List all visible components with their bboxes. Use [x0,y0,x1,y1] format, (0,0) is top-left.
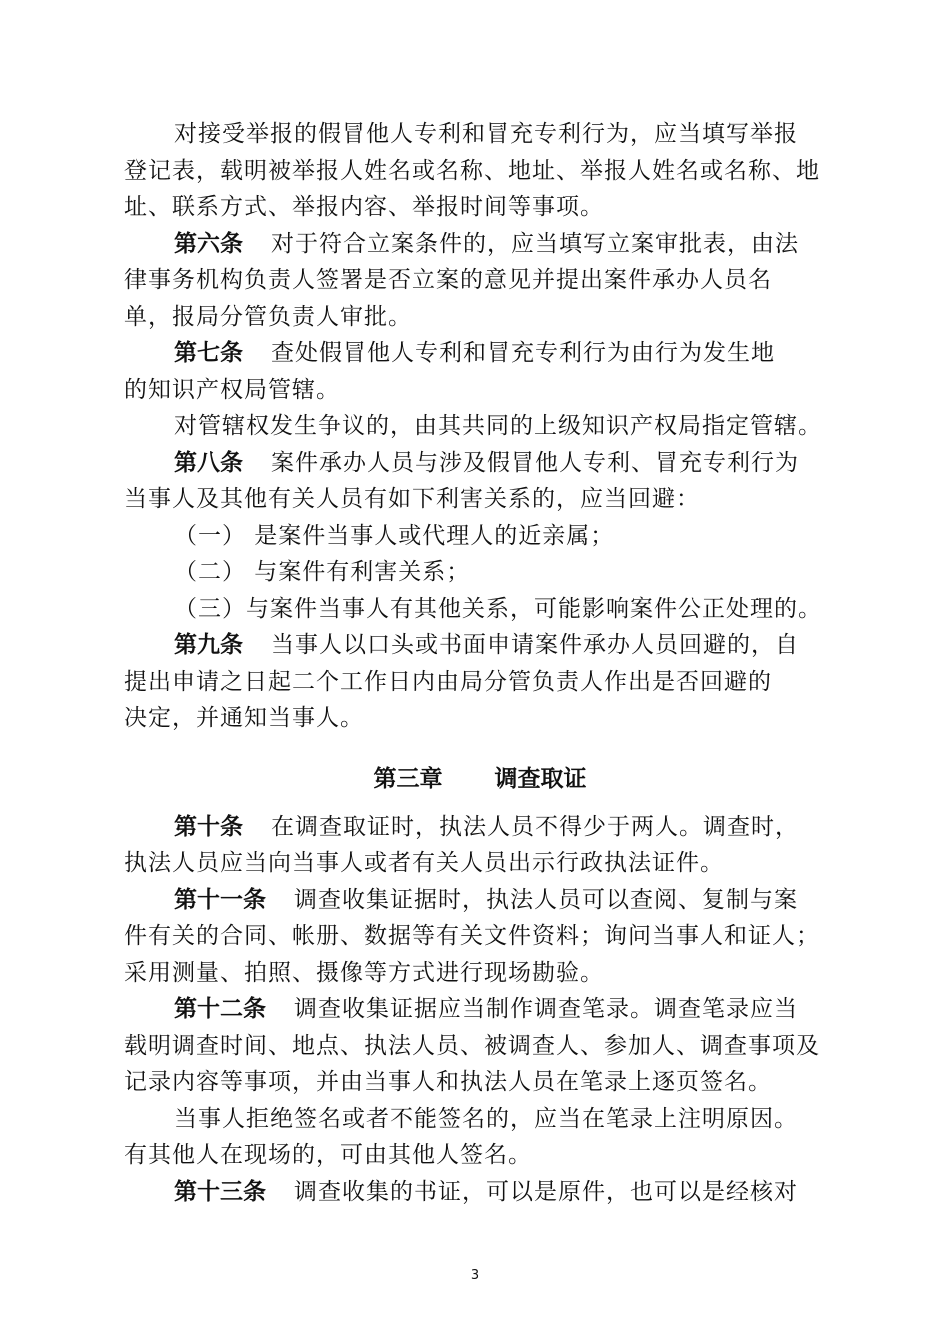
paragraph-line: 的知识产权局管辖。 [124,376,340,403]
article-label: 第九条 [174,632,243,658]
article-7 [124,335,836,372]
article-label: 第六条 [174,230,243,257]
article-label: 第十条 [174,813,243,840]
article-text: 对于符合立案条件的，应当填写立案审批表，由法 [271,230,799,257]
article-text: 调查收集的书证，可以是原件，也可以是经核对 [294,1178,798,1205]
list-item: （一） 是案件当事人或代理人的近亲属； [174,522,615,549]
paragraph-line: 件有关的合同、帐册、数据等有关文件资料；询问当事人和证人； [124,923,820,949]
paragraph-line: 当事人拒绝签名或者不能签名的，应当在笔录上注明原因。 [174,1105,798,1132]
article-label: 第七条 [174,340,243,366]
article-label: 第十二条 [174,996,266,1022]
page-number: 3 [470,1268,480,1283]
paragraph-line: 对接受举报的假冒他人专利和冒充专利行为，应当填写举报 [174,121,798,147]
article-6 [124,226,836,263]
paragraph-line: 执法人员应当向当事人或者有关人员出示行政执法证件。 [124,850,724,876]
article-text: 当事人以口头或书面申请案件承办人员回避的，自 [271,632,799,658]
article-8 [124,445,836,482]
article-9 [124,627,836,664]
paragraph-line: 载明调查时间、地点、执法人员、被调查人、参加人、调查事项及 [124,1032,820,1059]
article-text: 案件承办人员与涉及假冒他人专利、冒充专利行为 [271,449,799,476]
article-text: 在调查取证时，执法人员不得少于两人。调查时， [271,813,799,840]
paragraph-line: 提出申请之日起二个工作日内由局分管负责人作出是否回避的 [124,668,772,695]
document-body [124,116,836,1210]
article-label: 第八条 [174,449,243,476]
article-text: 调查收集证据时，执法人员可以查阅、复制与案 [294,886,798,913]
article-11 [124,882,836,919]
paragraph-line: 登记表，载明被举报人姓名或名称、地址、举报人姓名或名称、地 [124,157,820,184]
paragraph-line: 对管辖权发生争议的，由其共同的上级知识产权局指定管辖。 [174,413,822,439]
list-item: （二） 与案件有利害关系； [174,559,471,585]
article-label: 第十三条 [174,1178,266,1205]
chapter-number: 第三章 [373,765,443,792]
paragraph-line: 当事人及其他有关人员有如下利害关系的，应当回避： [124,486,700,512]
paragraph-line: 有其他人在现场的，可由其他人签名。 [124,1142,532,1168]
list-item: （三）与案件当事人有其他关系，可能影响案件公正处理的。 [174,595,822,622]
article-12 [124,991,836,1028]
article-13 [124,1174,836,1211]
article-10 [124,809,836,846]
paragraph-line: 采用测量、拍照、摄像等方式进行现场勘验。 [124,959,604,986]
article-text: 调查收集证据应当制作调查笔录。调查笔录应当 [294,996,798,1022]
chapter-title: 调查取证 [494,765,587,792]
paragraph-line: 单，报局分管负责人审批。 [124,303,412,330]
article-label: 第十一条 [174,886,266,913]
paragraph-line: 律事务机构负责人签署是否立案的意见并提出案件承办人员名 [124,267,772,293]
paragraph-line: 记录内容等事项，并由当事人和执法人员在笔录上逐页签名。 [124,1069,772,1095]
article-text: 查处假冒他人专利和冒充专利行为由行为发生地 [271,340,775,366]
chapter-heading [124,749,836,809]
paragraph-line: 决定，并通知当事人。 [124,705,364,731]
paragraph-line: 址、联系方式、举报内容、举报时间等事项。 [124,194,604,220]
